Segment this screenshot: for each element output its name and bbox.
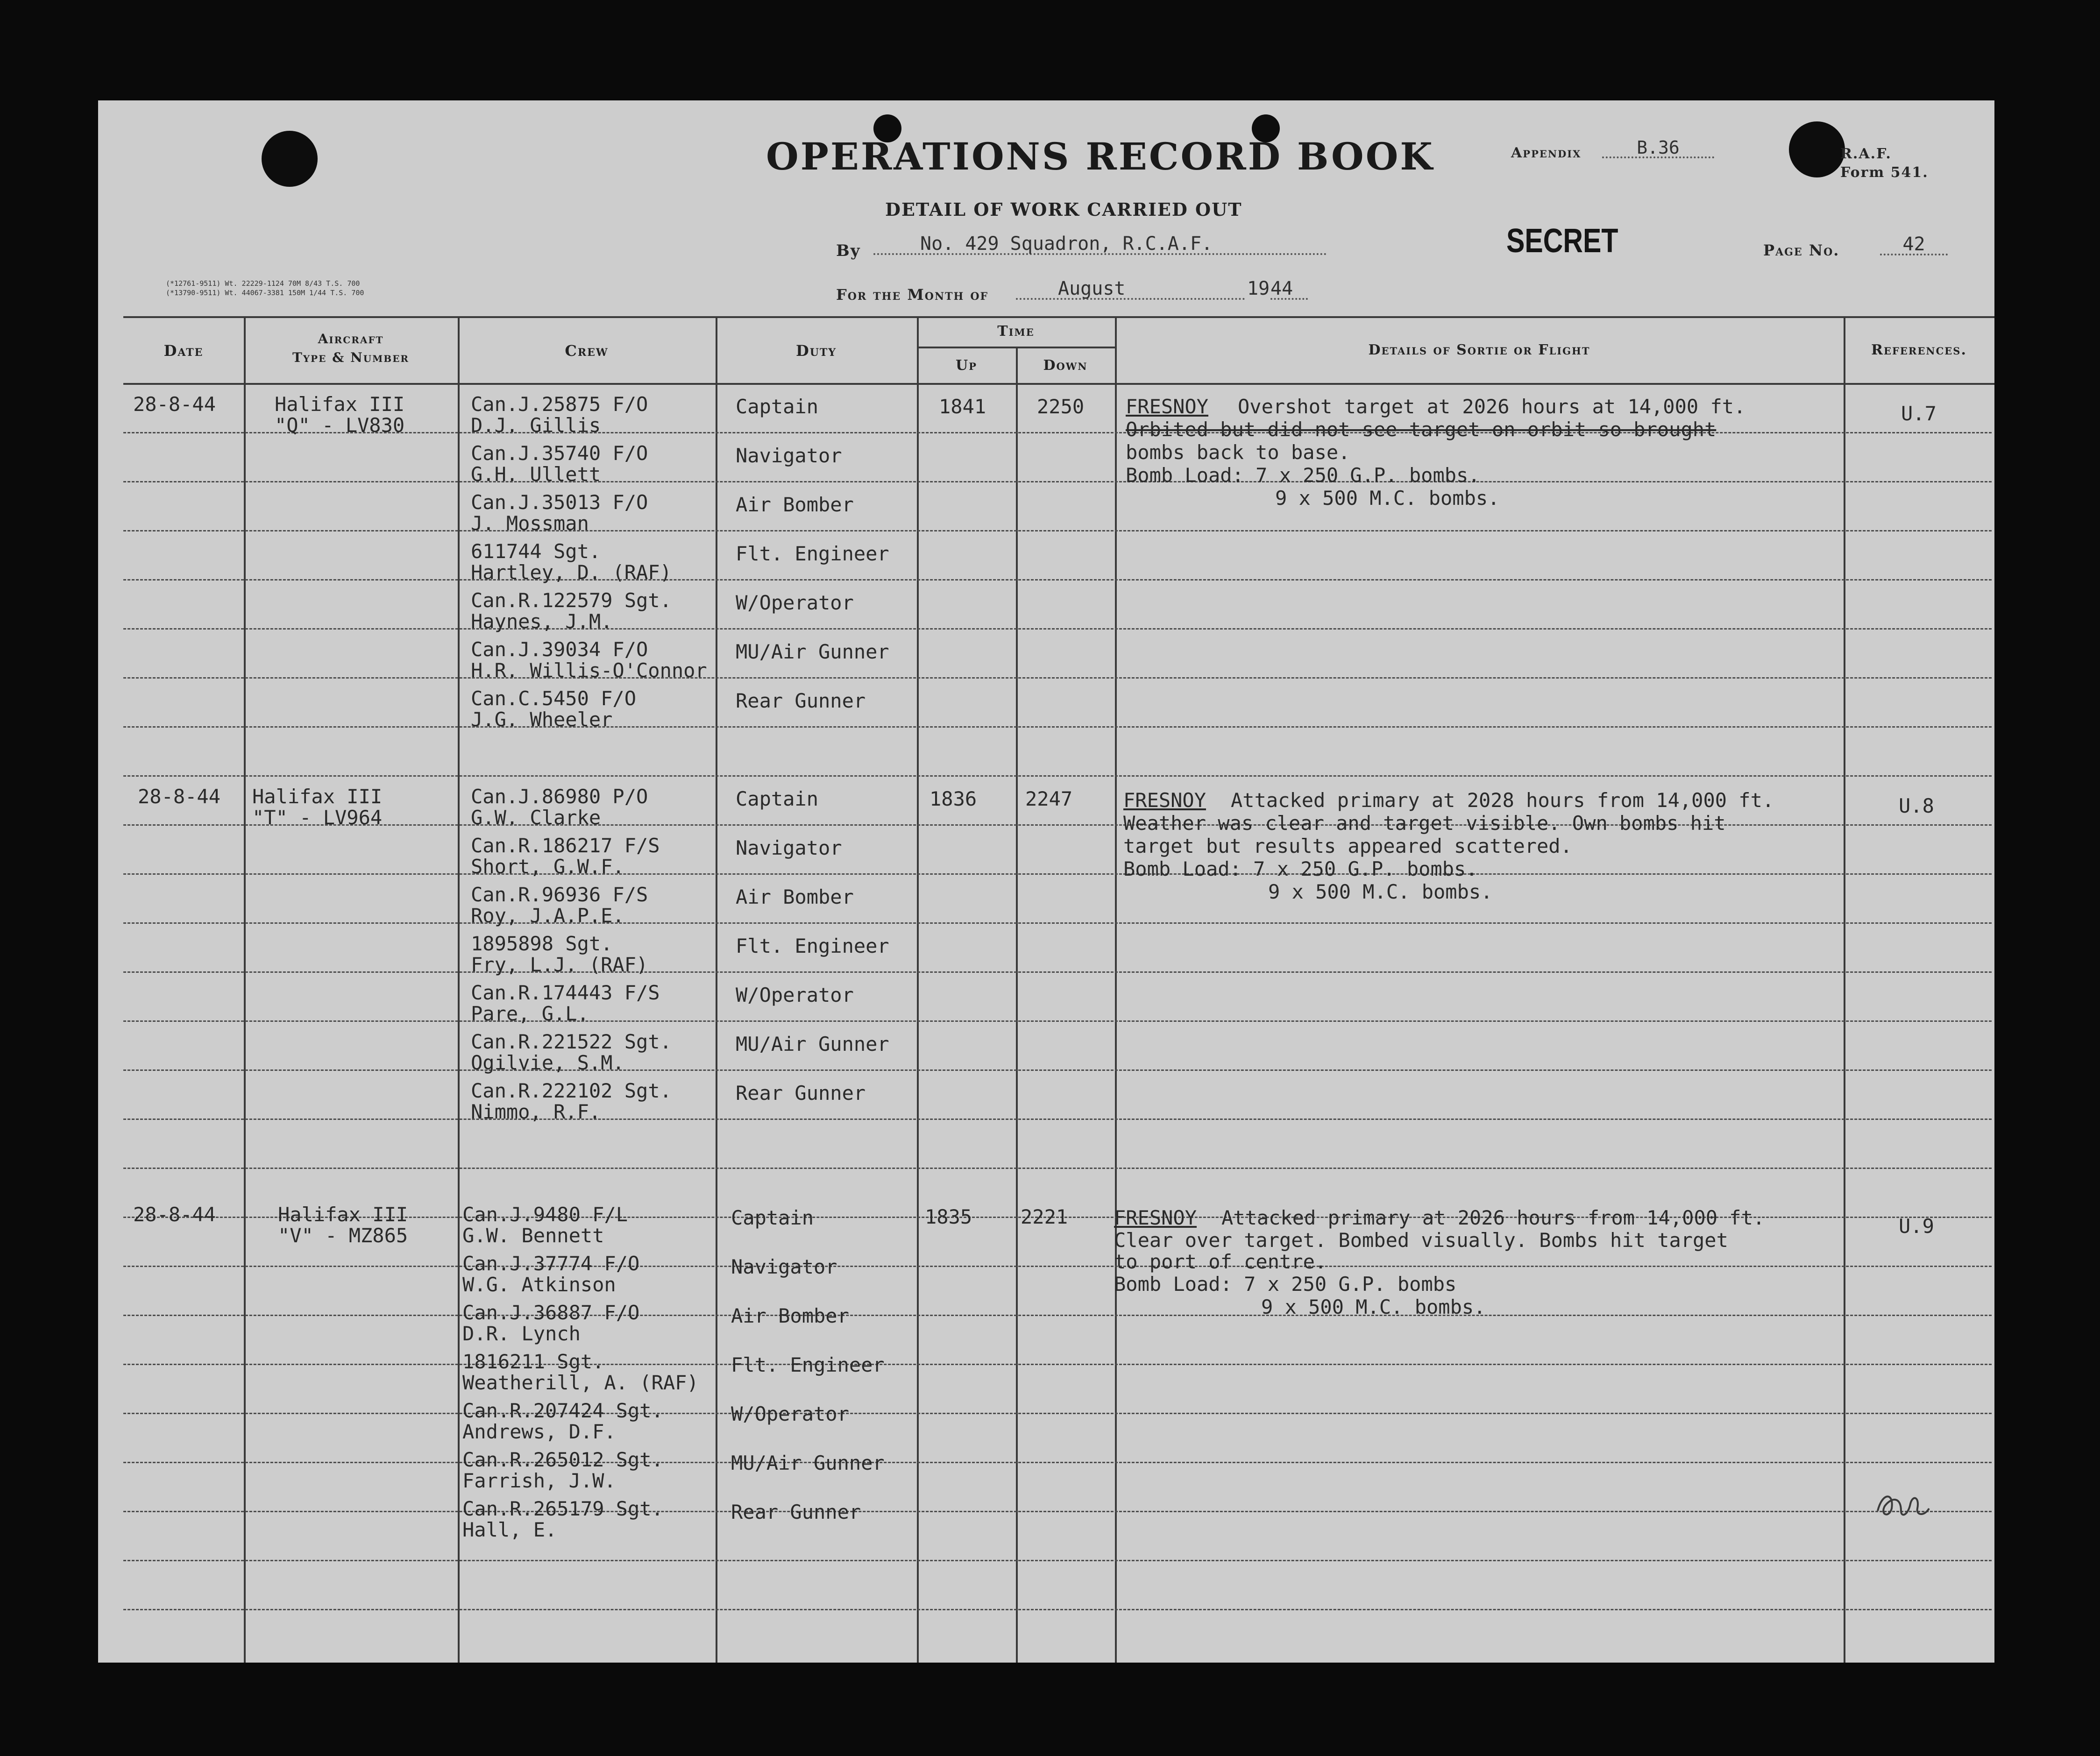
crew-duty: Flt. Engineer xyxy=(736,935,889,957)
details-line: Weather was clear and target visible. Own bombs hit xyxy=(1123,812,1726,835)
ruled-line xyxy=(123,1364,1992,1365)
ruled-line xyxy=(123,1069,1992,1071)
ruled-line xyxy=(123,971,1992,973)
aircraft-number: "V" - MZ865 xyxy=(278,1224,408,1247)
crew-name: Fry, L.J. (RAF) xyxy=(471,953,648,976)
crew-duty: Captain xyxy=(736,395,819,418)
year-prefix: 19 xyxy=(1247,278,1270,299)
ruled-line xyxy=(123,1462,1992,1463)
aircraft-number: "Q" - LV830 xyxy=(275,414,405,437)
by-label: By xyxy=(836,241,861,260)
details-line: Attacked primary at 2028 hours from 14,000 ft. xyxy=(1231,789,1774,812)
ruled-line xyxy=(123,922,1992,924)
ruled-line xyxy=(123,1020,1992,1022)
crew-service: Can.R.222102 Sgt. xyxy=(471,1079,672,1102)
crew-name: Andrews, D.F. xyxy=(462,1420,616,1443)
ruled-line xyxy=(123,1560,1992,1561)
crew-name: Hall, E. xyxy=(462,1518,557,1541)
ruled-line xyxy=(123,579,1992,581)
entry-date: 28-8-44 xyxy=(133,1203,216,1226)
crew-service: Can.R.174443 F/S xyxy=(471,981,660,1004)
ruled-line xyxy=(123,1511,1992,1512)
year-suffix: 44 xyxy=(1270,279,1308,300)
crew-service: Can.J.25875 F/O xyxy=(471,393,648,416)
bomb-load-2: 9 x 500 M.C. bombs. xyxy=(1261,1296,1486,1318)
bomb-load-2: 9 x 500 M.C. bombs. xyxy=(1268,880,1493,903)
reference: U.8 xyxy=(1899,794,1934,817)
crew-duty: Air Bomber xyxy=(731,1304,849,1327)
crew-name: H.R. Willis-O'Connor xyxy=(471,659,707,682)
form-number-line1: R.A.F. xyxy=(1840,146,1892,162)
print-code-2: (*13790-9511) Wt. 44067-3381 150M 1/44 T.S. 700 xyxy=(166,289,364,297)
time-up: 1841 xyxy=(939,395,986,418)
col-header-time: Time xyxy=(997,323,1035,340)
ruled-line xyxy=(123,1413,1992,1414)
aircraft-number: "T" - LV964 xyxy=(252,806,383,829)
crew-name: Haynes, J.M. xyxy=(471,610,613,633)
month-label: For the Month of xyxy=(836,286,989,304)
crew-duty: Rear Gunner xyxy=(736,1082,866,1105)
crew-duty: Flt. Engineer xyxy=(736,542,889,565)
crew-service: 611744 Sgt. xyxy=(471,540,601,563)
reference: U.7 xyxy=(1901,402,1937,425)
crew-name: G.H. Ullett xyxy=(471,463,601,486)
crew-service: Can.J.35740 F/O xyxy=(471,442,648,465)
ruled-line xyxy=(123,628,1992,630)
details-line: Overshot target at 2026 hours at 14,000 ft. xyxy=(1238,395,1746,418)
details-line: target but results appeared scattered. xyxy=(1123,835,1572,857)
crew-name: W.G. Atkinson xyxy=(462,1273,616,1296)
bomb-load: Bomb Load: 7 x 250 G.P. bombs. xyxy=(1126,464,1480,487)
crew-service: Can.R.265179 Sgt. xyxy=(462,1497,663,1520)
bomb-load: Bomb Load: 7 x 250 G.P. bombs xyxy=(1114,1273,1457,1296)
details-line: Orbited but did not see target on orbit so brought xyxy=(1126,418,1717,441)
crew-duty: Navigator xyxy=(736,836,842,859)
page-title: OPERATIONS RECORD BOOK xyxy=(766,135,1434,178)
ruled-line xyxy=(123,873,1992,875)
entry-date: 28-8-44 xyxy=(138,785,221,808)
crew-service: Can.R.96936 F/S xyxy=(471,883,648,906)
col-divider-duty xyxy=(917,316,919,1663)
time-down: 2250 xyxy=(1037,395,1085,418)
crew-name: Roy, J.A.P.E. xyxy=(471,904,624,927)
crew-duty: Captain xyxy=(731,1206,814,1229)
crew-duty: Air Bomber xyxy=(736,885,854,908)
crew-duty: Flt. Engineer xyxy=(731,1353,885,1376)
crew-service: Can.R.265012 Sgt. xyxy=(462,1448,663,1471)
crew-name: Pare, G.L. xyxy=(471,1002,589,1025)
crew-service: Can.J.37774 F/O xyxy=(462,1252,640,1275)
crew-duty: Rear Gunner xyxy=(736,689,866,712)
by-value: No. 429 Squadron, R.C.A.F. xyxy=(873,234,1327,255)
ruled-line xyxy=(123,1315,1992,1316)
crew-name: G.W. Bennett xyxy=(462,1224,604,1247)
ruled-line xyxy=(123,481,1992,482)
crew-duty: Rear Gunner xyxy=(731,1501,861,1523)
col-divider-time xyxy=(1016,347,1018,1663)
record-sheet xyxy=(98,100,1994,1663)
crew-name: J. Mossman xyxy=(471,512,589,535)
details-line: bombs back to base. xyxy=(1126,441,1350,464)
ruled-line xyxy=(123,1168,1992,1169)
crew-duty: MU/Air Gunner xyxy=(736,640,889,663)
target-name: FRESNOY xyxy=(1114,1206,1197,1229)
crew-service: 1816211 Sgt. xyxy=(462,1350,604,1373)
bomb-load: Bomb Load: 7 x 250 G.P. bombs. xyxy=(1123,857,1478,880)
bomb-load-2: 9 x 500 M.C. bombs. xyxy=(1275,487,1500,510)
header-bottom-border xyxy=(123,383,1994,385)
entry-date: 28-8-44 xyxy=(133,393,216,416)
crew-duty: Captain xyxy=(736,787,819,810)
secret-stamp: SECRET xyxy=(1506,222,1618,260)
ruled-line xyxy=(123,775,1992,777)
crew-service: Can.R.186217 F/S xyxy=(471,834,660,857)
time-down: 2247 xyxy=(1025,787,1073,810)
col-header-date: Date xyxy=(163,342,204,360)
col-header-up: Up xyxy=(956,357,977,374)
crew-duty: Navigator xyxy=(736,444,842,467)
col-header-aircraft-2: Type & Number xyxy=(292,350,410,365)
crew-name: Ogilvie, S.M. xyxy=(471,1051,624,1074)
crew-service: Can.J.9480 F/L xyxy=(462,1203,628,1226)
ruled-line xyxy=(123,1119,1992,1120)
aircraft-type: Halifax III xyxy=(278,1203,408,1226)
time-up: 1836 xyxy=(929,787,977,810)
punch-hole-right xyxy=(1789,121,1845,177)
crew-service: Can.R.122579 Sgt. xyxy=(471,589,672,612)
crew-name: G.W. Clarke xyxy=(471,806,601,829)
crew-name: Nimmo, R.F. xyxy=(471,1100,601,1123)
crew-name: D.J. Gillis xyxy=(471,414,601,437)
ruled-line xyxy=(123,1266,1992,1267)
crew-duty: Navigator xyxy=(731,1255,837,1278)
crew-duty: W/Operator xyxy=(731,1402,849,1425)
page-no-label: Page No. xyxy=(1763,241,1840,259)
col-header-crew: Crew xyxy=(565,342,609,360)
col-divider-details xyxy=(1844,316,1845,1663)
initials-mark xyxy=(1873,1483,1934,1525)
crew-name: J.G. Wheeler xyxy=(471,708,613,731)
col-divider-down xyxy=(1115,316,1117,1663)
page-subtitle: DETAIL OF WORK CARRIED OUT xyxy=(885,199,1242,220)
crew-duty: W/Operator xyxy=(736,591,854,614)
crew-name: Farrish, J.W. xyxy=(462,1469,616,1492)
ruled-line xyxy=(123,726,1992,728)
col-divider-aircraft xyxy=(458,316,460,1663)
punch-hole-left xyxy=(262,131,318,187)
print-code-1: (*12761-9511) Wt. 22229-1124 70M 8/43 T.S. 700 xyxy=(166,279,360,288)
col-header-duty: Duty xyxy=(795,342,837,360)
col-header-details: Details of Sortie or Flight xyxy=(1368,342,1590,358)
ruled-line xyxy=(123,1609,1992,1610)
crew-service: Can.R.207424 Sgt. xyxy=(462,1399,663,1422)
form-number-line2: Form 541. xyxy=(1840,164,1929,181)
month-value: August xyxy=(1016,279,1245,300)
time-up: 1835 xyxy=(925,1205,972,1228)
aircraft-type: Halifax III xyxy=(275,393,405,416)
appendix-label: Appendix xyxy=(1511,145,1582,161)
details-line: Attacked primary at 2026 hours from 14,000 ft. xyxy=(1221,1206,1765,1229)
crew-name: Short, G.W.F. xyxy=(471,855,624,878)
ruled-line xyxy=(123,677,1992,679)
col-header-down: Down xyxy=(1043,357,1088,374)
crew-service: Can.R.221522 Sgt. xyxy=(471,1030,672,1053)
crew-service: Can.C.5450 F/O xyxy=(471,687,637,710)
crew-service: 1895898 Sgt. xyxy=(471,932,613,955)
crew-name: Hartley, D. (RAF) xyxy=(471,561,672,584)
crew-service: Can.J.39034 F/O xyxy=(471,638,648,661)
details-line: to port of centre. xyxy=(1114,1250,1327,1273)
col-header-aircraft-1: Aircraft xyxy=(318,331,384,347)
aircraft-type: Halifax III xyxy=(252,785,383,808)
crew-name: Weatherill, A. (RAF) xyxy=(462,1371,699,1394)
crew-service: Can.J.36887 F/O xyxy=(462,1301,640,1324)
col-divider-date xyxy=(244,316,246,1663)
time-down: 2221 xyxy=(1021,1205,1068,1228)
col-divider-crew xyxy=(716,316,717,1663)
details-line: Clear over target. Bombed visually. Bombs hit target xyxy=(1114,1229,1728,1252)
ruled-line xyxy=(123,530,1992,531)
page-no-value: 42 xyxy=(1880,235,1948,255)
crew-service: Can.J.86980 P/O xyxy=(471,785,648,808)
appendix-value: B.36 xyxy=(1602,139,1714,158)
crew-duty: Air Bomber xyxy=(736,493,854,516)
crew-duty: MU/Air Gunner xyxy=(731,1452,885,1474)
col-header-references: References. xyxy=(1871,342,1967,358)
crew-service: Can.J.35013 F/O xyxy=(471,491,648,514)
table-top-border xyxy=(123,316,1994,318)
target-name: FRESNOY xyxy=(1126,395,1209,418)
target-name: FRESNOY xyxy=(1123,789,1206,812)
reference: U.9 xyxy=(1899,1215,1934,1238)
crew-duty: W/Operator xyxy=(736,984,854,1006)
crew-duty: MU/Air Gunner xyxy=(736,1033,889,1055)
crew-name: D.R. Lynch xyxy=(462,1322,581,1345)
